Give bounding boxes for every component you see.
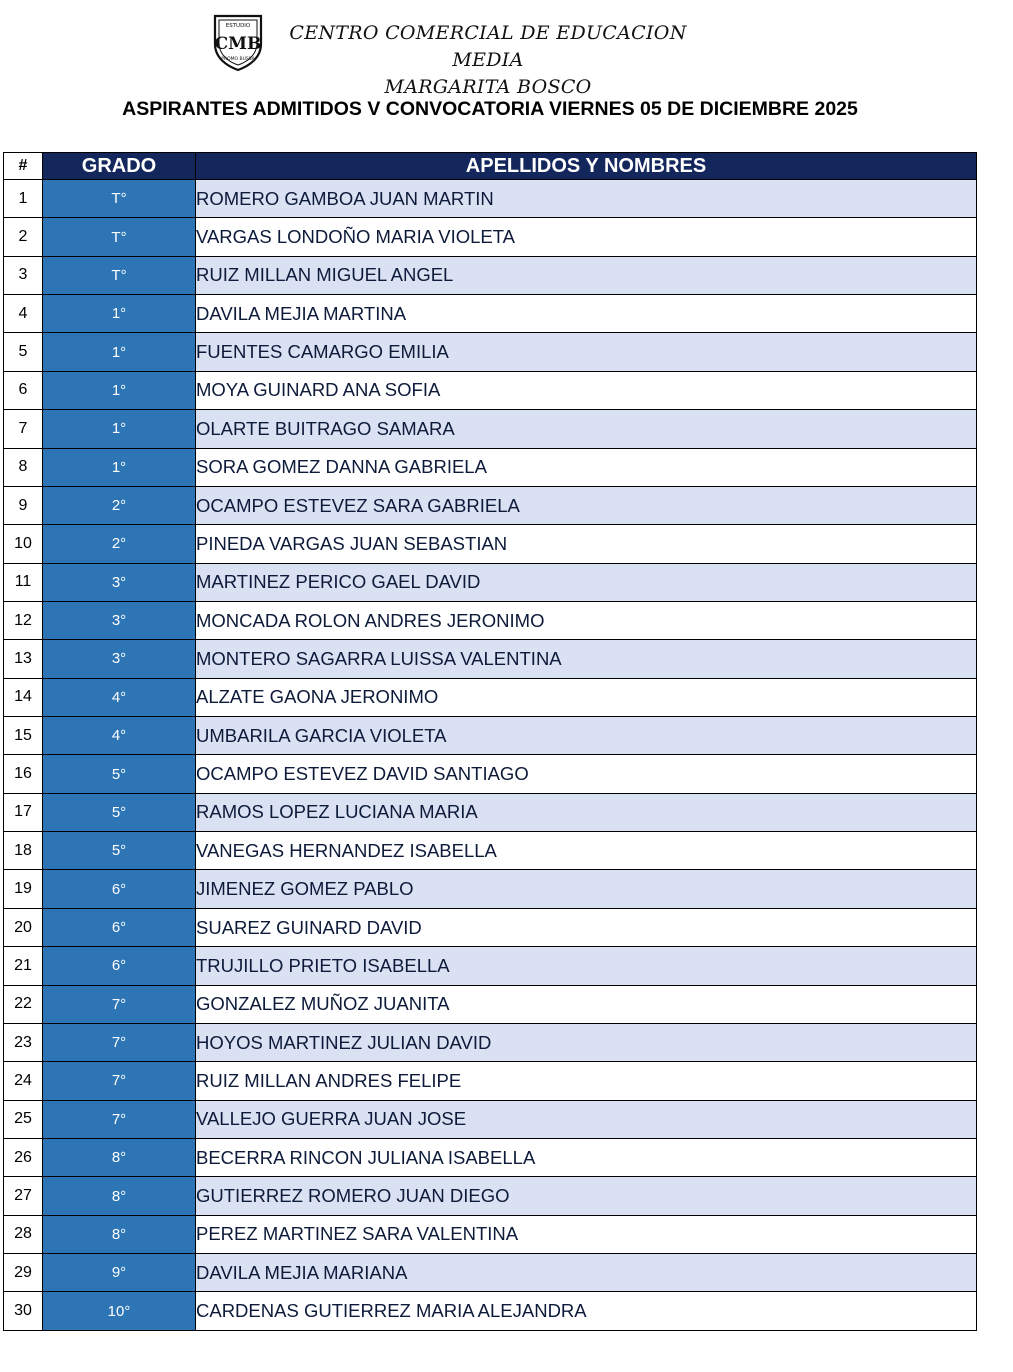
row-grade: T° <box>43 256 196 294</box>
row-number: 8 <box>4 448 43 486</box>
row-number: 6 <box>4 371 43 409</box>
row-number: 5 <box>4 333 43 371</box>
svg-text:PROMO BUSSA: PROMO BUSSA <box>221 57 255 62</box>
row-grade: 7° <box>43 1100 196 1138</box>
row-number: 16 <box>4 755 43 793</box>
school-name-line2: MARGARITA BOSCO <box>384 76 592 98</box>
row-student-name: BECERRA RINCON JULIANA ISABELLA <box>196 1138 977 1176</box>
table-row <box>4 333 977 371</box>
row-student-name: VANEGAS HERNANDEZ ISABELLA <box>196 832 977 870</box>
table-row <box>4 947 977 985</box>
row-grade: 3° <box>43 640 196 678</box>
row-student-name: GUTIERREZ ROMERO JUAN DIEGO <box>196 1177 977 1215</box>
row-student-name: OLARTE BUITRAGO SAMARA <box>196 410 977 448</box>
row-student-name: ALZATE GAONA JERONIMO <box>196 678 977 716</box>
row-number: 14 <box>4 678 43 716</box>
row-student-name: VARGAS LONDOÑO MARIA VIOLETA <box>196 218 977 256</box>
row-grade: 10° <box>43 1292 196 1330</box>
row-student-name: FUENTES CAMARGO EMILIA <box>196 333 977 371</box>
table-row <box>4 1100 977 1138</box>
row-number: 18 <box>4 832 43 870</box>
row-student-name: RUIZ MILLAN ANDRES FELIPE <box>196 1062 977 1100</box>
document-title: ASPIRANTES ADMITIDOS V CONVOCATORIA VIERNES 05 DE DICIEMBRE 2025 <box>122 98 858 120</box>
row-student-name: UMBARILA GARCIA VIOLETA <box>196 717 977 755</box>
table-row <box>4 678 977 716</box>
table-row <box>4 563 977 601</box>
table-row <box>4 601 977 639</box>
row-student-name: OCAMPO ESTEVEZ DAVID SANTIAGO <box>196 755 977 793</box>
table-row <box>4 985 977 1023</box>
school-logo-icon <box>209 10 267 72</box>
row-student-name: PINEDA VARGAS JUAN SEBASTIAN <box>196 525 977 563</box>
table-row <box>4 371 977 409</box>
svg-text:CMB: CMB <box>214 34 262 54</box>
table-row <box>4 832 977 870</box>
table-row <box>4 755 977 793</box>
row-student-name: MONTERO SAGARRA LUISSA VALENTINA <box>196 640 977 678</box>
row-number: 9 <box>4 486 43 524</box>
table-row <box>4 1138 977 1176</box>
row-grade: 3° <box>43 601 196 639</box>
table-row <box>4 908 977 946</box>
row-grade: 6° <box>43 870 196 908</box>
row-student-name: GONZALEZ MUÑOZ JUANITA <box>196 985 977 1023</box>
row-number: 28 <box>4 1215 43 1253</box>
row-student-name: MOYA GUINARD ANA SOFIA <box>196 371 977 409</box>
table-row <box>4 1254 977 1292</box>
table-row <box>4 486 977 524</box>
row-student-name: DAVILA MEJIA MARIANA <box>196 1254 977 1292</box>
school-name <box>268 20 708 101</box>
row-grade: 5° <box>43 793 196 831</box>
row-student-name: JIMENEZ GOMEZ PABLO <box>196 870 977 908</box>
row-grade: 3° <box>43 563 196 601</box>
table-row <box>4 793 977 831</box>
table-row <box>4 410 977 448</box>
row-grade: 6° <box>43 947 196 985</box>
row-student-name: RUIZ MILLAN MIGUEL ANGEL <box>196 256 977 294</box>
table-row <box>4 1023 977 1061</box>
row-student-name: MARTINEZ PERICO GAEL DAVID <box>196 563 977 601</box>
row-number: 21 <box>4 947 43 985</box>
admitted-applicants-table <box>3 152 977 1331</box>
row-student-name: MONCADA ROLON ANDRES JERONIMO <box>196 601 977 639</box>
table-row <box>4 180 977 218</box>
table-row <box>4 525 977 563</box>
row-grade: 1° <box>43 295 196 333</box>
row-grade: 4° <box>43 678 196 716</box>
row-student-name: HOYOS MARTINEZ JULIAN DAVID <box>196 1023 977 1061</box>
column-header-grade: GRADO <box>43 153 196 180</box>
row-grade: T° <box>43 180 196 218</box>
row-number: 15 <box>4 717 43 755</box>
table-row <box>4 870 977 908</box>
row-number: 17 <box>4 793 43 831</box>
row-number: 19 <box>4 870 43 908</box>
table-row <box>4 448 977 486</box>
row-grade: 1° <box>43 371 196 409</box>
row-student-name: SUAREZ GUINARD DAVID <box>196 908 977 946</box>
table-row <box>4 1062 977 1100</box>
row-grade: 6° <box>43 908 196 946</box>
row-number: 26 <box>4 1138 43 1176</box>
row-number: 12 <box>4 601 43 639</box>
row-grade: 8° <box>43 1215 196 1253</box>
row-grade: 7° <box>43 985 196 1023</box>
row-number: 2 <box>4 218 43 256</box>
row-student-name: PEREZ MARTINEZ SARA VALENTINA <box>196 1215 977 1253</box>
row-number: 24 <box>4 1062 43 1100</box>
row-student-name: CARDENAS GUTIERREZ MARIA ALEJANDRA <box>196 1292 977 1330</box>
row-number: 23 <box>4 1023 43 1061</box>
table-row <box>4 295 977 333</box>
row-grade: 1° <box>43 448 196 486</box>
row-student-name: TRUJILLO PRIETO ISABELLA <box>196 947 977 985</box>
row-grade: 1° <box>43 410 196 448</box>
row-number: 20 <box>4 908 43 946</box>
school-name-line1: CENTRO COMERCIAL DE EDUCACION MEDIA <box>289 22 687 71</box>
row-grade: 1° <box>43 333 196 371</box>
row-number: 10 <box>4 525 43 563</box>
column-header-number: # <box>4 153 43 180</box>
row-grade: 7° <box>43 1023 196 1061</box>
table-row <box>4 1177 977 1215</box>
row-student-name: VALLEJO GUERRA JUAN JOSE <box>196 1100 977 1138</box>
table-row <box>4 1215 977 1253</box>
row-number: 4 <box>4 295 43 333</box>
row-grade: 7° <box>43 1062 196 1100</box>
row-grade: 9° <box>43 1254 196 1292</box>
row-grade: 2° <box>43 486 196 524</box>
table-row <box>4 717 977 755</box>
row-student-name: SORA GOMEZ DANNA GABRIELA <box>196 448 977 486</box>
table-row <box>4 640 977 678</box>
row-student-name: ROMERO GAMBOA JUAN MARTIN <box>196 180 977 218</box>
row-number: 29 <box>4 1254 43 1292</box>
row-number: 3 <box>4 256 43 294</box>
table-header-row <box>4 153 977 180</box>
svg-text:ESTUDIO: ESTUDIO <box>225 23 251 29</box>
row-number: 22 <box>4 985 43 1023</box>
row-number: 11 <box>4 563 43 601</box>
row-grade: 2° <box>43 525 196 563</box>
row-student-name: RAMOS LOPEZ LUCIANA MARIA <box>196 793 977 831</box>
row-grade: 8° <box>43 1177 196 1215</box>
row-grade: 4° <box>43 717 196 755</box>
table-row <box>4 218 977 256</box>
row-number: 13 <box>4 640 43 678</box>
document-header <box>0 0 1013 98</box>
row-number: 25 <box>4 1100 43 1138</box>
column-header-name: APELLIDOS Y NOMBRES <box>196 153 977 180</box>
row-number: 27 <box>4 1177 43 1215</box>
row-grade: T° <box>43 218 196 256</box>
row-number: 30 <box>4 1292 43 1330</box>
row-student-name: OCAMPO ESTEVEZ SARA GABRIELA <box>196 486 977 524</box>
row-number: 1 <box>4 180 43 218</box>
row-grade: 8° <box>43 1138 196 1176</box>
row-student-name: DAVILA MEJIA MARTINA <box>196 295 977 333</box>
row-grade: 5° <box>43 755 196 793</box>
table-row <box>4 1292 977 1330</box>
table-body <box>4 180 977 1331</box>
row-grade: 5° <box>43 832 196 870</box>
table-row <box>4 256 977 294</box>
row-number: 7 <box>4 410 43 448</box>
